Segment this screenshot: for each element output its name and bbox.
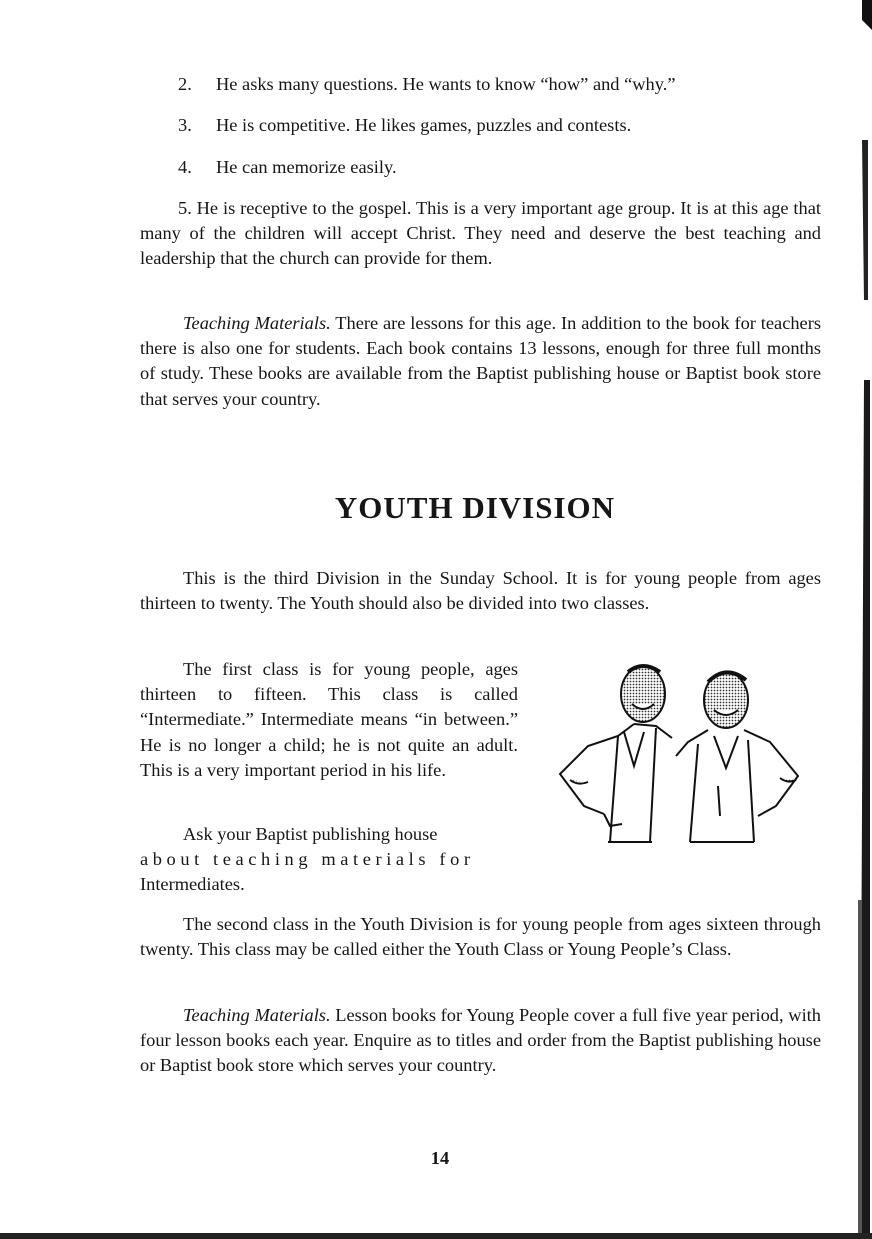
first-class-paragraph: The first class is for young people, ages thirteen to fifteen. This class is called “Intermediate.” Intermediate means “in between.” He is no longer a child; he is not quite an adult. This is a very important period in his life.	[140, 659, 518, 780]
list-item-2: 2. He asks many questions. He wants to know “how” and “why.”	[178, 74, 676, 94]
teaching-materials-label: Teaching Materials.	[183, 313, 331, 333]
page-number: 14	[430, 1148, 450, 1168]
teaching-materials-label: Teaching Materials.	[183, 1005, 331, 1025]
list-item-5: 5. He is receptive to the gospel. This is a very important age group. It is at this age that many of the children will accept Christ. They need and deserve the best teaching and leadership that the church can provide for them.	[140, 198, 821, 269]
youth-intro-paragraph: This is the third Division in the Sunday School. It is for young people from ages thirteen to twenty. The Youth should also be divided into two classes.	[140, 568, 821, 614]
right-boy-figure	[676, 672, 798, 842]
ask-publisher-paragraph: Ask your Baptist publishing house about teaching materials for Intermediates.	[140, 824, 475, 895]
list-item-4: 4. He can memorize easily.	[178, 157, 397, 177]
teaching-materials-paragraph-1: Teaching Materials. There are lessons for this age. In addition to the book for teachers there is also one for students. Each book contains 13 lessons, enough for three full months of study. These books are available from the Baptist publishing house or Baptist book store that serves your country.	[140, 313, 822, 409]
list-item-3: 3. He is competitive. He likes games, puzzles and contests.	[178, 115, 632, 135]
section-heading: YOUTH DIVISION	[334, 490, 616, 525]
left-boy-figure	[560, 666, 672, 842]
second-class-paragraph: The second class in the Youth Division is for young people from ages sixteen through twenty. This class may be called either the Youth Class or Young People’s Class.	[140, 914, 821, 960]
two-youths-illustration	[548, 656, 810, 856]
teaching-materials-paragraph-2: Teaching Materials. Lesson books for Young People cover a full five year period, with four lesson books each year. Enquire as to titles and order from the Baptist publishing house or Baptist book store which serves your country.	[140, 1005, 821, 1076]
scan-edge-shadow	[832, 0, 872, 1239]
scan-bottom-edge	[0, 1233, 872, 1239]
